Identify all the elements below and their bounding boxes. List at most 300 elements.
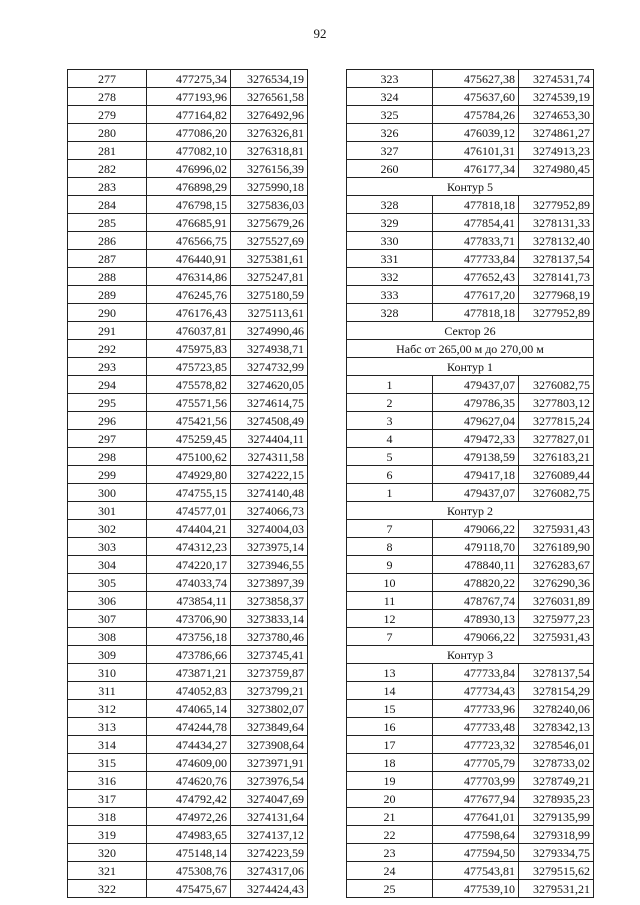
point-number: 23 bbox=[347, 844, 433, 862]
y-coordinate: 3274620,05 bbox=[231, 376, 308, 394]
table-row bbox=[68, 88, 308, 106]
point-number: 327 bbox=[347, 142, 433, 160]
y-coordinate: 3276534,19 bbox=[231, 70, 308, 88]
table-row bbox=[347, 160, 594, 178]
table-row bbox=[347, 412, 594, 430]
y-coordinate: 3274913,23 bbox=[519, 142, 594, 160]
point-number: 21 bbox=[347, 808, 433, 826]
table-row bbox=[68, 718, 308, 736]
section-heading: Контур 5 bbox=[347, 178, 594, 196]
x-coordinate: 474244,78 bbox=[147, 718, 231, 736]
x-coordinate: 478767,74 bbox=[433, 592, 519, 610]
point-number: 4 bbox=[347, 430, 433, 448]
point-number: 297 bbox=[68, 430, 147, 448]
x-coordinate: 475308,76 bbox=[147, 862, 231, 880]
point-number: 9 bbox=[347, 556, 433, 574]
y-coordinate: 3274222,15 bbox=[231, 466, 308, 484]
y-coordinate: 3275836,03 bbox=[231, 196, 308, 214]
section-heading: Контур 3 bbox=[347, 646, 594, 664]
x-coordinate: 474065,14 bbox=[147, 700, 231, 718]
x-coordinate: 476245,76 bbox=[147, 286, 231, 304]
x-coordinate: 475784,26 bbox=[433, 106, 519, 124]
table-row bbox=[347, 538, 594, 556]
x-coordinate: 473756,18 bbox=[147, 628, 231, 646]
x-coordinate: 474434,27 bbox=[147, 736, 231, 754]
table-row bbox=[347, 250, 594, 268]
point-number: 15 bbox=[347, 700, 433, 718]
y-coordinate: 3276156,39 bbox=[231, 160, 308, 178]
y-coordinate: 3275381,61 bbox=[231, 250, 308, 268]
x-coordinate: 476101,31 bbox=[433, 142, 519, 160]
point-number: 295 bbox=[68, 394, 147, 412]
table-row bbox=[68, 448, 308, 466]
section-heading-row bbox=[347, 322, 594, 340]
x-coordinate: 475627,38 bbox=[433, 70, 519, 88]
x-coordinate: 475100,62 bbox=[147, 448, 231, 466]
table-row bbox=[68, 844, 308, 862]
point-number: 293 bbox=[68, 358, 147, 376]
table-row bbox=[68, 610, 308, 628]
y-coordinate: 3274508,49 bbox=[231, 412, 308, 430]
table-row bbox=[68, 502, 308, 520]
y-coordinate: 3274980,45 bbox=[519, 160, 594, 178]
y-coordinate: 3274732,99 bbox=[231, 358, 308, 376]
table-row bbox=[347, 880, 594, 898]
x-coordinate: 475723,85 bbox=[147, 358, 231, 376]
x-coordinate: 477703,99 bbox=[433, 772, 519, 790]
y-coordinate: 3274614,75 bbox=[231, 394, 308, 412]
table-row bbox=[68, 628, 308, 646]
table-row bbox=[68, 268, 308, 286]
point-number: 289 bbox=[68, 286, 147, 304]
section-heading-row bbox=[347, 358, 594, 376]
y-coordinate: 3273780,46 bbox=[231, 628, 308, 646]
y-coordinate: 3278141,73 bbox=[519, 268, 594, 286]
y-coordinate: 3276183,21 bbox=[519, 448, 594, 466]
point-number: 291 bbox=[68, 322, 147, 340]
point-number: 320 bbox=[68, 844, 147, 862]
table-row bbox=[68, 214, 308, 232]
x-coordinate: 478840,11 bbox=[433, 556, 519, 574]
table-row bbox=[68, 160, 308, 178]
point-number: 283 bbox=[68, 178, 147, 196]
point-number: 8 bbox=[347, 538, 433, 556]
point-number: 329 bbox=[347, 214, 433, 232]
table-row bbox=[347, 790, 594, 808]
table-row bbox=[347, 88, 594, 106]
point-number: 308 bbox=[68, 628, 147, 646]
table-row bbox=[68, 394, 308, 412]
table-row bbox=[68, 376, 308, 394]
table-row bbox=[347, 574, 594, 592]
table-row bbox=[347, 430, 594, 448]
point-number: 313 bbox=[68, 718, 147, 736]
x-coordinate: 474983,65 bbox=[147, 826, 231, 844]
y-coordinate: 3274990,46 bbox=[231, 322, 308, 340]
x-coordinate: 474929,80 bbox=[147, 466, 231, 484]
x-coordinate: 476039,12 bbox=[433, 124, 519, 142]
y-coordinate: 3275990,18 bbox=[231, 178, 308, 196]
y-coordinate: 3275931,43 bbox=[519, 520, 594, 538]
x-coordinate: 476898,29 bbox=[147, 178, 231, 196]
y-coordinate: 3276283,67 bbox=[519, 556, 594, 574]
point-number: 287 bbox=[68, 250, 147, 268]
table-row bbox=[68, 142, 308, 160]
table-row bbox=[347, 628, 594, 646]
x-coordinate: 479138,59 bbox=[433, 448, 519, 466]
x-coordinate: 477733,96 bbox=[433, 700, 519, 718]
x-coordinate: 477733,84 bbox=[433, 250, 519, 268]
x-coordinate: 475475,67 bbox=[147, 880, 231, 898]
point-number: 14 bbox=[347, 682, 433, 700]
y-coordinate: 3278749,21 bbox=[519, 772, 594, 790]
point-number: 277 bbox=[68, 70, 147, 88]
x-coordinate: 475148,14 bbox=[147, 844, 231, 862]
point-number: 6 bbox=[347, 466, 433, 484]
table-row bbox=[68, 664, 308, 682]
table-row bbox=[68, 286, 308, 304]
point-number: 299 bbox=[68, 466, 147, 484]
y-coordinate: 3274531,74 bbox=[519, 70, 594, 88]
x-coordinate: 479066,22 bbox=[433, 520, 519, 538]
point-number: 24 bbox=[347, 862, 433, 880]
x-coordinate: 477733,84 bbox=[433, 664, 519, 682]
x-coordinate: 478820,22 bbox=[433, 574, 519, 592]
point-number: 298 bbox=[68, 448, 147, 466]
y-coordinate: 3273833,14 bbox=[231, 610, 308, 628]
y-coordinate: 3279531,21 bbox=[519, 880, 594, 898]
point-number: 303 bbox=[68, 538, 147, 556]
table-row bbox=[347, 736, 594, 754]
y-coordinate: 3274140,48 bbox=[231, 484, 308, 502]
table-row bbox=[347, 862, 594, 880]
x-coordinate: 473786,66 bbox=[147, 646, 231, 664]
point-number: 18 bbox=[347, 754, 433, 772]
x-coordinate: 479472,33 bbox=[433, 430, 519, 448]
table-row bbox=[68, 736, 308, 754]
y-coordinate: 3278733,02 bbox=[519, 754, 594, 772]
point-number: 302 bbox=[68, 520, 147, 538]
table-row bbox=[68, 106, 308, 124]
point-number: 333 bbox=[347, 286, 433, 304]
point-number: 1 bbox=[347, 484, 433, 502]
x-coordinate: 479417,18 bbox=[433, 466, 519, 484]
table-row bbox=[68, 520, 308, 538]
y-coordinate: 3276031,89 bbox=[519, 592, 594, 610]
x-coordinate: 475578,82 bbox=[147, 376, 231, 394]
x-coordinate: 477543,81 bbox=[433, 862, 519, 880]
x-coordinate: 476314,86 bbox=[147, 268, 231, 286]
y-coordinate: 3278154,29 bbox=[519, 682, 594, 700]
table-row bbox=[68, 196, 308, 214]
table-row bbox=[68, 484, 308, 502]
y-coordinate: 3274404,11 bbox=[231, 430, 308, 448]
x-coordinate: 477617,20 bbox=[433, 286, 519, 304]
table-row bbox=[68, 862, 308, 880]
y-coordinate: 3276290,36 bbox=[519, 574, 594, 592]
table-row bbox=[347, 520, 594, 538]
y-coordinate: 3276082,75 bbox=[519, 376, 594, 394]
x-coordinate: 477652,43 bbox=[433, 268, 519, 286]
table-row bbox=[347, 592, 594, 610]
table-row bbox=[68, 322, 308, 340]
x-coordinate: 478930,13 bbox=[433, 610, 519, 628]
x-coordinate: 477723,32 bbox=[433, 736, 519, 754]
x-coordinate: 476037,81 bbox=[147, 322, 231, 340]
table-row bbox=[347, 304, 594, 322]
y-coordinate: 3276089,44 bbox=[519, 466, 594, 484]
table-row bbox=[347, 286, 594, 304]
point-number: 7 bbox=[347, 628, 433, 646]
table-row bbox=[347, 106, 594, 124]
y-coordinate: 3273849,64 bbox=[231, 718, 308, 736]
y-coordinate: 3278137,54 bbox=[519, 250, 594, 268]
y-coordinate: 3274424,43 bbox=[231, 880, 308, 898]
y-coordinate: 3276318,81 bbox=[231, 142, 308, 160]
y-coordinate: 3275977,23 bbox=[519, 610, 594, 628]
table-row bbox=[347, 556, 594, 574]
point-number: 2 bbox=[347, 394, 433, 412]
point-number: 11 bbox=[347, 592, 433, 610]
point-number: 3 bbox=[347, 412, 433, 430]
y-coordinate: 3273745,41 bbox=[231, 646, 308, 664]
section-heading-row bbox=[347, 646, 594, 664]
x-coordinate: 473854,11 bbox=[147, 592, 231, 610]
y-coordinate: 3278342,13 bbox=[519, 718, 594, 736]
table-row bbox=[347, 214, 594, 232]
y-coordinate: 3274861,27 bbox=[519, 124, 594, 142]
table-row bbox=[68, 124, 308, 142]
table-row bbox=[347, 718, 594, 736]
y-coordinate: 3275931,43 bbox=[519, 628, 594, 646]
section-heading-row bbox=[347, 502, 594, 520]
x-coordinate: 476440,91 bbox=[147, 250, 231, 268]
x-coordinate: 477833,71 bbox=[433, 232, 519, 250]
table-row bbox=[68, 412, 308, 430]
y-coordinate: 3274311,58 bbox=[231, 448, 308, 466]
point-number: 285 bbox=[68, 214, 147, 232]
point-number: 296 bbox=[68, 412, 147, 430]
table-row bbox=[68, 70, 308, 88]
table-row bbox=[347, 610, 594, 628]
x-coordinate: 477275,34 bbox=[147, 70, 231, 88]
point-number: 284 bbox=[68, 196, 147, 214]
point-number: 315 bbox=[68, 754, 147, 772]
y-coordinate: 3274004,03 bbox=[231, 520, 308, 538]
table-row bbox=[347, 376, 594, 394]
point-number: 323 bbox=[347, 70, 433, 88]
table-row bbox=[68, 826, 308, 844]
section-heading: Контур 2 bbox=[347, 502, 594, 520]
x-coordinate: 477641,01 bbox=[433, 808, 519, 826]
x-coordinate: 476176,43 bbox=[147, 304, 231, 322]
point-number: 290 bbox=[68, 304, 147, 322]
point-number: 281 bbox=[68, 142, 147, 160]
section-heading: Набс от 265,00 м до 270,00 м bbox=[347, 340, 594, 358]
x-coordinate: 474312,23 bbox=[147, 538, 231, 556]
y-coordinate: 3278132,40 bbox=[519, 232, 594, 250]
table-row bbox=[68, 340, 308, 358]
table-row bbox=[347, 844, 594, 862]
point-number: 314 bbox=[68, 736, 147, 754]
table-row bbox=[68, 880, 308, 898]
x-coordinate: 475975,83 bbox=[147, 340, 231, 358]
x-coordinate: 474609,00 bbox=[147, 754, 231, 772]
x-coordinate: 479786,35 bbox=[433, 394, 519, 412]
x-coordinate: 477082,10 bbox=[147, 142, 231, 160]
x-coordinate: 476798,15 bbox=[147, 196, 231, 214]
table-row bbox=[347, 772, 594, 790]
point-number: 300 bbox=[68, 484, 147, 502]
y-coordinate: 3276492,96 bbox=[231, 106, 308, 124]
x-coordinate: 477598,64 bbox=[433, 826, 519, 844]
point-number: 319 bbox=[68, 826, 147, 844]
x-coordinate: 477818,18 bbox=[433, 304, 519, 322]
y-coordinate: 3275247,81 bbox=[231, 268, 308, 286]
x-coordinate: 479437,07 bbox=[433, 376, 519, 394]
point-number: 1 bbox=[347, 376, 433, 394]
y-coordinate: 3273908,64 bbox=[231, 736, 308, 754]
x-coordinate: 475637,60 bbox=[433, 88, 519, 106]
y-coordinate: 3275527,69 bbox=[231, 232, 308, 250]
table-row bbox=[68, 808, 308, 826]
y-coordinate: 3274131,64 bbox=[231, 808, 308, 826]
y-coordinate: 3279334,75 bbox=[519, 844, 594, 862]
point-number: 288 bbox=[68, 268, 147, 286]
x-coordinate: 474220,17 bbox=[147, 556, 231, 574]
table-row bbox=[347, 394, 594, 412]
y-coordinate: 3277952,89 bbox=[519, 196, 594, 214]
y-coordinate: 3273976,54 bbox=[231, 772, 308, 790]
section-heading-row bbox=[347, 178, 594, 196]
point-number: 318 bbox=[68, 808, 147, 826]
x-coordinate: 477086,20 bbox=[147, 124, 231, 142]
section-heading-row bbox=[347, 340, 594, 358]
x-coordinate: 477193,96 bbox=[147, 88, 231, 106]
table-row bbox=[68, 754, 308, 772]
y-coordinate: 3276326,81 bbox=[231, 124, 308, 142]
y-coordinate: 3273759,87 bbox=[231, 664, 308, 682]
x-coordinate: 474620,76 bbox=[147, 772, 231, 790]
point-number: 278 bbox=[68, 88, 147, 106]
point-number: 280 bbox=[68, 124, 147, 142]
point-number: 260 bbox=[347, 160, 433, 178]
point-number: 311 bbox=[68, 682, 147, 700]
y-coordinate: 3274223,59 bbox=[231, 844, 308, 862]
y-coordinate: 3278240,06 bbox=[519, 700, 594, 718]
point-number: 322 bbox=[68, 880, 147, 898]
x-coordinate: 477705,79 bbox=[433, 754, 519, 772]
x-coordinate: 474792,42 bbox=[147, 790, 231, 808]
point-number: 331 bbox=[347, 250, 433, 268]
table-row bbox=[347, 142, 594, 160]
table-row bbox=[68, 700, 308, 718]
coordinates-table-left bbox=[67, 69, 308, 898]
point-number: 317 bbox=[68, 790, 147, 808]
table-row bbox=[68, 772, 308, 790]
table-row bbox=[68, 682, 308, 700]
point-number: 282 bbox=[68, 160, 147, 178]
y-coordinate: 3274047,69 bbox=[231, 790, 308, 808]
point-number: 25 bbox=[347, 880, 433, 898]
x-coordinate: 477733,48 bbox=[433, 718, 519, 736]
y-coordinate: 3279515,62 bbox=[519, 862, 594, 880]
table-row bbox=[347, 124, 594, 142]
x-coordinate: 476685,91 bbox=[147, 214, 231, 232]
y-coordinate: 3279318,99 bbox=[519, 826, 594, 844]
x-coordinate: 477594,50 bbox=[433, 844, 519, 862]
table-row bbox=[347, 232, 594, 250]
table-row bbox=[347, 196, 594, 214]
x-coordinate: 477539,10 bbox=[433, 880, 519, 898]
x-coordinate: 477734,43 bbox=[433, 682, 519, 700]
x-coordinate: 479066,22 bbox=[433, 628, 519, 646]
table-row bbox=[68, 574, 308, 592]
coordinates-table-right bbox=[346, 69, 594, 898]
point-number: 307 bbox=[68, 610, 147, 628]
y-coordinate: 3273897,39 bbox=[231, 574, 308, 592]
y-coordinate: 3274317,06 bbox=[231, 862, 308, 880]
table-row bbox=[347, 268, 594, 286]
y-coordinate: 3273971,91 bbox=[231, 754, 308, 772]
y-coordinate: 3273799,21 bbox=[231, 682, 308, 700]
table-row bbox=[347, 754, 594, 772]
y-coordinate: 3277827,01 bbox=[519, 430, 594, 448]
y-coordinate: 3277815,24 bbox=[519, 412, 594, 430]
y-coordinate: 3273975,14 bbox=[231, 538, 308, 556]
x-coordinate: 475571,56 bbox=[147, 394, 231, 412]
table-row bbox=[347, 448, 594, 466]
point-number: 324 bbox=[347, 88, 433, 106]
x-coordinate: 474972,26 bbox=[147, 808, 231, 826]
point-number: 16 bbox=[347, 718, 433, 736]
table-row bbox=[68, 790, 308, 808]
point-number: 328 bbox=[347, 196, 433, 214]
point-number: 326 bbox=[347, 124, 433, 142]
y-coordinate: 3278935,23 bbox=[519, 790, 594, 808]
x-coordinate: 474755,15 bbox=[147, 484, 231, 502]
point-number: 328 bbox=[347, 304, 433, 322]
y-coordinate: 3276082,75 bbox=[519, 484, 594, 502]
y-coordinate: 3277952,89 bbox=[519, 304, 594, 322]
y-coordinate: 3278131,33 bbox=[519, 214, 594, 232]
point-number: 5 bbox=[347, 448, 433, 466]
table-row bbox=[347, 808, 594, 826]
y-coordinate: 3273858,37 bbox=[231, 592, 308, 610]
point-number: 12 bbox=[347, 610, 433, 628]
x-coordinate: 475421,56 bbox=[147, 412, 231, 430]
point-number: 312 bbox=[68, 700, 147, 718]
point-number: 330 bbox=[347, 232, 433, 250]
y-coordinate: 3276561,58 bbox=[231, 88, 308, 106]
x-coordinate: 477818,18 bbox=[433, 196, 519, 214]
table-row bbox=[347, 466, 594, 484]
table-row bbox=[68, 304, 308, 322]
point-number: 17 bbox=[347, 736, 433, 754]
point-number: 7 bbox=[347, 520, 433, 538]
point-number: 301 bbox=[68, 502, 147, 520]
y-coordinate: 3275180,59 bbox=[231, 286, 308, 304]
table-row bbox=[347, 682, 594, 700]
point-number: 310 bbox=[68, 664, 147, 682]
y-coordinate: 3278137,54 bbox=[519, 664, 594, 682]
point-number: 305 bbox=[68, 574, 147, 592]
x-coordinate: 474033,74 bbox=[147, 574, 231, 592]
y-coordinate: 3274653,30 bbox=[519, 106, 594, 124]
point-number: 316 bbox=[68, 772, 147, 790]
y-coordinate: 3276189,90 bbox=[519, 538, 594, 556]
x-coordinate: 474577,01 bbox=[147, 502, 231, 520]
